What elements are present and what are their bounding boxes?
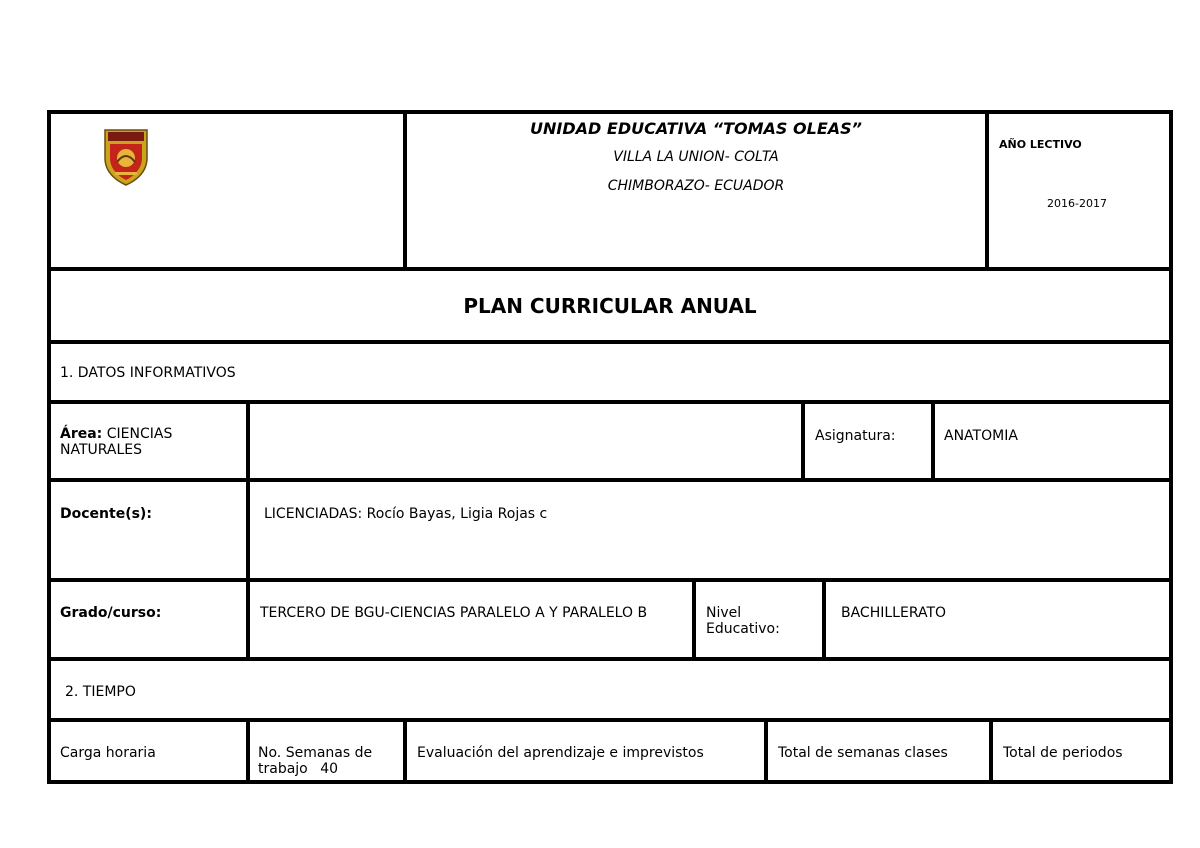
location-line-1: VILLA LA UNION- COLTA: [613, 149, 779, 165]
nivel-label: Nivel Educativo:: [706, 605, 780, 637]
curriculum-plan-table: [47, 110, 1173, 784]
row-divider: [51, 267, 1169, 271]
school-year-label: AÑO LECTIVO: [999, 138, 1082, 151]
row-divider: [51, 578, 1169, 582]
page-title: PLAN CURRICULAR ANUAL: [463, 294, 757, 318]
total-semanas-label: Total de semanas clases: [778, 745, 948, 761]
asignatura-label: Asignatura:: [815, 428, 896, 444]
row-divider: [51, 657, 1169, 661]
grado-value: TERCERO DE BGU-CIENCIAS PARALELO A Y PARALELO B: [260, 605, 648, 621]
col-divider: [403, 718, 407, 784]
school-year-value: 2016-2017: [1047, 197, 1107, 210]
section-heading-datos: 1. DATOS INFORMATIVOS: [60, 365, 236, 381]
section-heading-tiempo: 2. TIEMPO: [65, 684, 136, 700]
school-crest-icon: [103, 128, 149, 186]
semanas-cell: [258, 745, 398, 777]
row-divider: [51, 718, 1169, 722]
school-name: UNIDAD EDUCATIVA “TOMAS OLEAS”: [530, 119, 862, 138]
col-divider: [822, 578, 826, 657]
col-divider: [931, 400, 935, 478]
col-divider: [246, 400, 250, 478]
col-divider: [985, 114, 989, 267]
docente-label: Docente(s):: [60, 506, 152, 522]
row-divider: [51, 400, 1169, 404]
row-divider: [51, 478, 1169, 482]
grado-label: Grado/curso:: [60, 605, 162, 621]
col-divider: [764, 718, 768, 784]
col-divider: [692, 578, 696, 657]
col-divider: [989, 718, 993, 784]
total-periodos-label: Total de periodos: [1003, 745, 1123, 761]
nivel-value: BACHILLERATO: [841, 605, 947, 621]
row-divider: [51, 340, 1169, 344]
evaluacion-label: Evaluación del aprendizaje e imprevistos: [417, 745, 704, 761]
col-divider: [246, 478, 250, 578]
area-cell: [60, 426, 240, 458]
docente-value: LICENCIADAS: Rocío Bayas, Ligia Rojas c: [264, 506, 548, 522]
col-divider: [801, 400, 805, 478]
semanas-value: 40: [320, 761, 339, 777]
location-line-2: CHIMBORAZO- ECUADOR: [607, 178, 785, 194]
area-label: Área:: [60, 426, 103, 442]
asignatura-value: ANATOMIA: [944, 428, 1018, 444]
col-divider: [246, 578, 250, 657]
area-value: CIENCIAS NATURALES: [60, 426, 173, 458]
col-divider: [246, 718, 250, 784]
semanas-label: No. Semanas de trabajo: [258, 745, 373, 777]
carga-horaria-label: Carga horaria: [60, 745, 156, 761]
